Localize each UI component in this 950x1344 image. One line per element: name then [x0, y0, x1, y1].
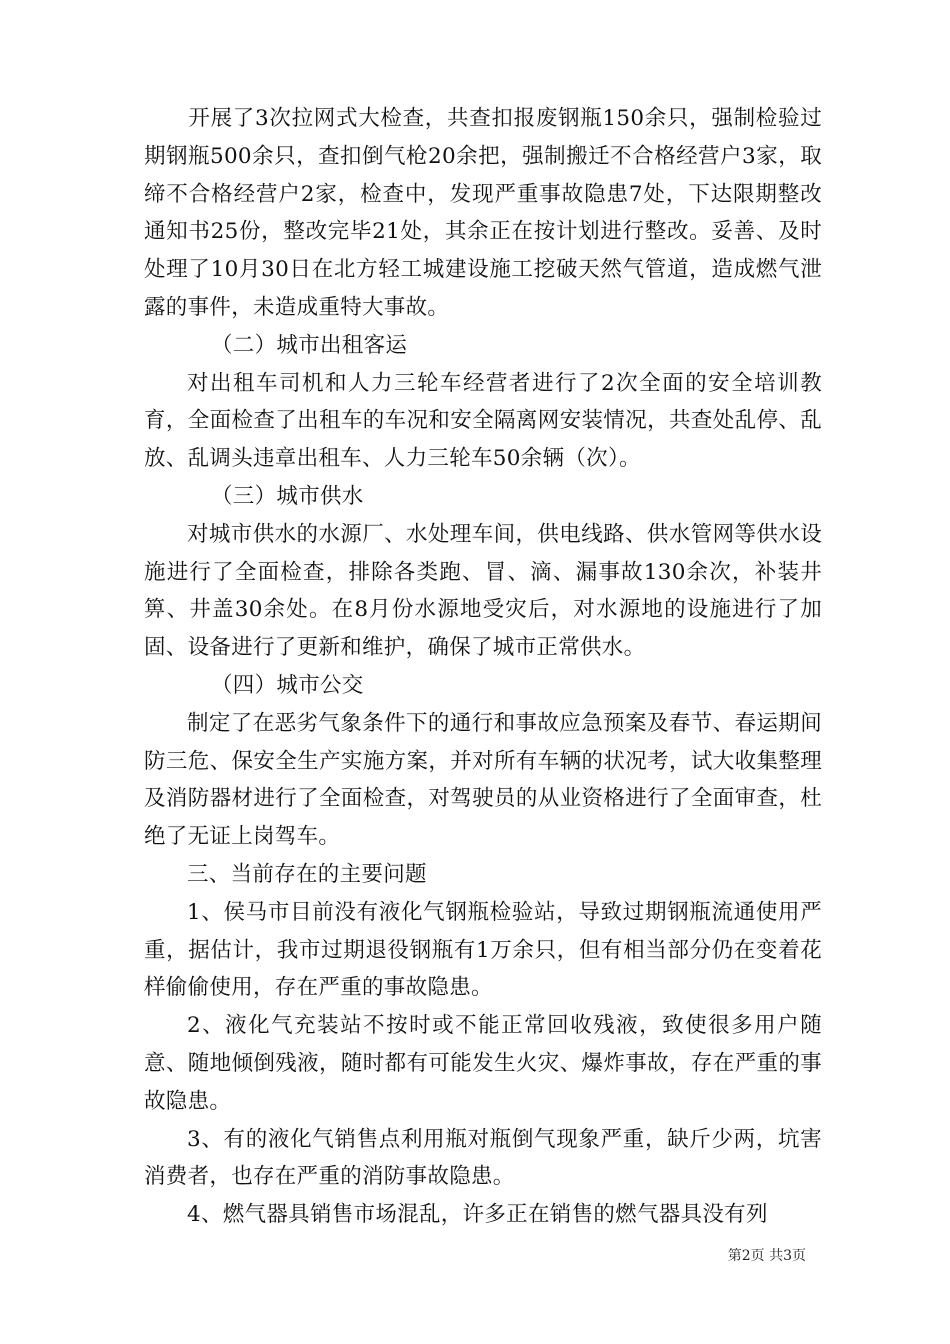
problem-item-2: 2、液化气充装站不按时或不能正常回收残液，致使很多用户随意、随地倾倒残液，随时都有可能发生火灾、爆炸事故，存在严重的事故隐患。: [144, 1013, 822, 1114]
problem-item-4: 4、燃气器具销售市场混乱，许多正在销售的燃气器具没有列: [187, 1202, 768, 1228]
section-heading-bus: （四）城市公交: [211, 672, 364, 698]
problem-item-3: 3、有的液化气销售点利用瓶对瓶倒气现象严重，缺斤少两，坑害消费者，也存在严重的消防事故隐患。: [144, 1126, 822, 1190]
paragraph-bus: 制定了在恶劣气象条件下的通行和事故应急预案及春节、春运期间防三危、保安全生产实施方案，并对所有车辆的状况考，试大收集整理及消防器材进行了全面检查，对驾驶员的从业资格进行了全面审查，杜绝了无证上岗驾车。: [144, 710, 822, 850]
section-heading-taxi: （二）城市出租客运: [211, 332, 408, 358]
document-body: [144, 100, 822, 1234]
section-heading-water: （三）城市供水: [211, 483, 364, 509]
page-number: 第2页 共3页: [727, 1248, 806, 1264]
paragraph-water: 对城市供水的水源厂、水处理车间，供电线路、供水管网等供水设施进行了全面检查，排除各类跑、冒、滴、漏事故130余次，补装井箅、井盖30余处。在8月份水源地受灾后，对水源地的设施进行了加固、设备进行了更新和维护，确保了城市正常供水。: [144, 521, 822, 661]
paragraph-taxi: 对出租车司机和人力三轮车经营者进行了2次全面的安全培训教育，全面检查了出租车的车况和安全隔离网安装情况，共查处乱停、乱放、乱调头违章出租车、人力三轮车50余辆（次）。: [144, 370, 822, 472]
section-heading-problems: 三、当前存在的主要问题: [187, 861, 427, 887]
paragraph-gas-inspection: 开展了3次拉网式大检查，共查扣报废钢瓶150余只，强制检验过期钢瓶500余只，查扣倒气枪20余把，强制搬迁不合格经营户3家，取缔不合格经营户2家，检查中，发现严重事故隐患7处，下达限期整改通知书25份，整改完毕21处，其余正在按计划进行整改。妥善、及时处理了10月30日在北方轻工城建设施工挖破天然气管道，造成燃气泄露的事件，未造成重特大事故。: [144, 106, 822, 320]
problem-item-1: 1、侯马市目前没有液化气钢瓶检验站，导致过期钢瓶流通使用严重，据估计，我市过期退役钢瓶有1万余只，但有相当部分仍在变着花样偷偷使用，存在严重的事故隐患。: [144, 899, 822, 1001]
